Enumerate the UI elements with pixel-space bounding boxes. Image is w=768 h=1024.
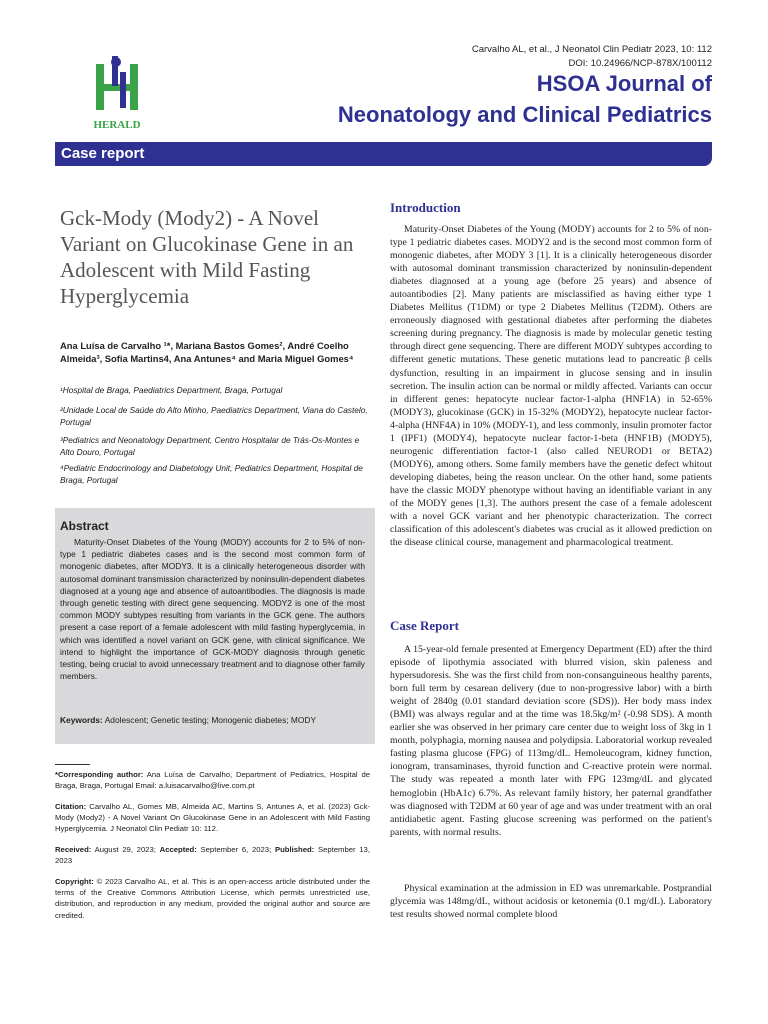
introduction-heading: Introduction	[390, 200, 461, 215]
affiliation-3: ³Pediatrics and Neonatology Department, Centro Hospitalar de Trás-Os-Montes e Alto Douro, Portugal	[60, 435, 360, 457]
introduction-text: Maturity-Onset Diabetes of the Young (MODY) accounts for 2 to 5% of non-type 1 pediatric diabetes cases. MODY2 and is the second most common form of monogenic diabetes, after MODY 3 [1]. It is a clinically heterogeneous disorder with autosomal dominant transmission characterized by noninsulin-dependent diabetes diagnosed at a young age (before 25 years) and absence of autoantibodies [2]. Many patients are misclassified as having either type 1 Diabetes Mellitus (T1DM) or type 2 Diabetes Mellitus (T2DM). Others are erroneously diagnosed with gestational diabetes after performing the diabetes screening during pregnancy. The diagnosis is made by molecular genetic testing through direct gene sequencing. There are different MODY subtypes according to different genetic mutations. These genetic mutations lead to pancreatic β cells dysfunction, resulting in an impairment in glucose sensing and in insulin secretion. The insulin action can be normal or mildly affected. Variants can occur in different genes: hepatocyte nuclear factor-1-alpha (HNF1A) in 52-65% (MODY3), glucokinase (GCK) in 15-32% (MODY2), hepatocyte nuclear factor-4-alpha (HNF4A) in 10% (MODY-1), and less commonly, insulin promoter factor 1 (IPF1) (MODY4), hepatocyte nuclear factor-1-beta (HNF1B) (MODY5), neurogenic differentiation factor-1 (also called NEUROD1 or BETA2) (MODY6), among others. Some family members have the genetic defect whitout developing diabetes, being the reason unclear. On the other hand, some patients have the classic MODY phenotype without having an identifiable variant in any of the MODY genes [1,3]. The authors present the case of a female adolescent with a novel GCK variant and her phenotypic characterization. The correct classification of this adolescent's diabetes was crucial as it allowed prediction on the disease clinical course, management and pharmacological treatment.	[390, 224, 712, 549]
copyright-block	[55, 876, 370, 921]
abstract-heading: Abstract	[60, 519, 109, 533]
journal-title-line1: HSOA Journal of	[536, 71, 712, 96]
citation-text: Carvalho AL, Gomes MB, Almeida AC, Martins S, Antunes A, et al. (2023) Gck-Mody (Mody2) - A Novel Variant On Glucokinase Gene in an Adolescent with Mild Fasting Hyperglycemia. J Neonatol Clin Pediatr 10: 112.	[55, 802, 370, 834]
accepted-date: September 6, 2023;	[200, 845, 272, 854]
keywords-label: Keywords:	[60, 715, 103, 725]
case-report-paragraph-1: A 15-year-old female presented at Emergency Department (ED) after the third episode of lipothymia associated with blurred vision, skin paleness and hypersudoresis. She was the first child from non-consanguineous healthy parents, born full term by cesarean delivery (due to non-progressive labor) with a birth weight of 2840g (0.01 standard deviation score (SDS)). Her body mass index (BMI) was always regular and at the time was 18.5kg/m² (-0.98 SDS). A month earlier she was observed in her primary care center due to weight loss of 3kg in 1 month, polyphagia, morning nausea and polydipsia. Laboratorial workup revealed fasting plasma glucose (FPG) of 113mg/dL. Hemoleucogram, kidney function, ionogram, transaminases, thyroid function and C-reactive protein were normal. The study was repeated a month later with FPG 123mg/dL and glycated hemoglobin (HbA1c) 6.7%. As relevant family history, her paternal grandfather was diagnosed with T2DM at 60 year of age and was under treatment with an oral antidiabetic agent. Fasting glucose screening was performed on the patient's parents, with normal results.	[390, 644, 712, 838]
citation-label: Citation:	[55, 802, 87, 811]
abstract-text: Maturity-Onset Diabetes of the Young (MODY) accounts for 2 to 5% of non-type 1 pediatric diabetes cases and is the second most common form of monogenic diabetes, after MODY3. It is a clinically heterogeneous disorder with autosomal dominant transmission characterized by noninsulin-dependent diabetes diagnosed at a young age and absence of autoantibodies. The diagnosis is made through genetic testing with direct gene sequencing. MODY2 is one of the most common MODY subtypes resulting from variants in the GCK gene. The authors present a case report of a female adolescent with mild fasting hyperglycemia, in which was identified a novel variant on GCK gene, with clinical significance. We intend to highlight the importance of GCK-MODY diagnosis through genetic testing, being crucial to avoid unnecessary treatment and to diagnose other family members.	[60, 537, 365, 682]
case-report-paragraph-2: Physical examination at the admission in ED was unremarkable. Postprandial glycemia was 148mg/dL, without acidosis or ketonemia (0.1 mg/dL). Laboratory test results showed normal complete blood	[390, 883, 712, 921]
logo-text: HERALD	[93, 119, 141, 131]
author-list: Ana Luísa de Carvalho ¹*, Mariana Bastos Gomes², André Coelho Almeida³, Sofia Martins4, Ana Antunes⁴ and Maria Miguel Gomes⁴	[60, 340, 354, 364]
header-citation: Carvalho AL, et al., J Neonatol Clin Pediatr 2023, 10: 112	[471, 44, 712, 55]
affiliation-1: ¹Hospital de Braga, Paediatrics Department, Braga, Portugal	[60, 385, 283, 395]
copyright-text: © 2023 Carvalho AL, et al. This is an open-access article distributed under the terms of the Creative Commons Attribution License, which permits unrestricted use, distribution, and reproduction in any medium, provided the original author and source are credited.	[55, 877, 371, 920]
journal-title-line2: Neonatology and Clinical Pediatrics	[337, 102, 712, 127]
dates-block	[55, 844, 370, 866]
corresponding-author	[55, 769, 370, 791]
article-title: Gck-Mody (Mody2) - A Novel Variant on Glucokinase Gene in an Adolescent with Mild Fasting Hyperglycemia	[60, 206, 354, 308]
published-date: September 13, 2023	[55, 845, 370, 866]
banner-label: Case report	[61, 145, 145, 162]
footnote-divider	[55, 764, 90, 765]
corresponding-text: Ana Luísa de Carvalho, Department of Pediatrics, Hospital de Braga, Braga, Portugal Email: a.luisacarvalho@live.com.pt	[55, 770, 370, 791]
accepted-label: Accepted:	[159, 845, 197, 854]
affiliation-4: ⁴Pediatric Endocrinology and Diabetology Unit, Pediatrics Department, Hospital de Braga, Portugal	[60, 463, 363, 485]
article-type-banner	[55, 142, 712, 166]
copyright-label: Copyright:	[55, 877, 94, 886]
corresponding-label: *Corresponding author:	[55, 770, 144, 779]
keywords-text: Adolescent; Genetic testing; Monogenic diabetes; MODY	[104, 715, 317, 725]
affiliation-2: ²Unidade Local de Saúde do Alto Minho, Paediatrics Department, Viana do Castelo, Portugal	[60, 405, 368, 427]
citation-block	[55, 801, 370, 835]
keywords	[60, 714, 365, 726]
header-doi: DOI: 10.24966/NCP-878X/100112	[568, 58, 712, 69]
received-label: Received:	[55, 845, 92, 854]
case-report-heading: Case Report	[390, 618, 459, 633]
received-date: August 29, 2023;	[94, 845, 156, 854]
herald-logo	[86, 54, 152, 136]
published-label: Published:	[274, 845, 315, 854]
